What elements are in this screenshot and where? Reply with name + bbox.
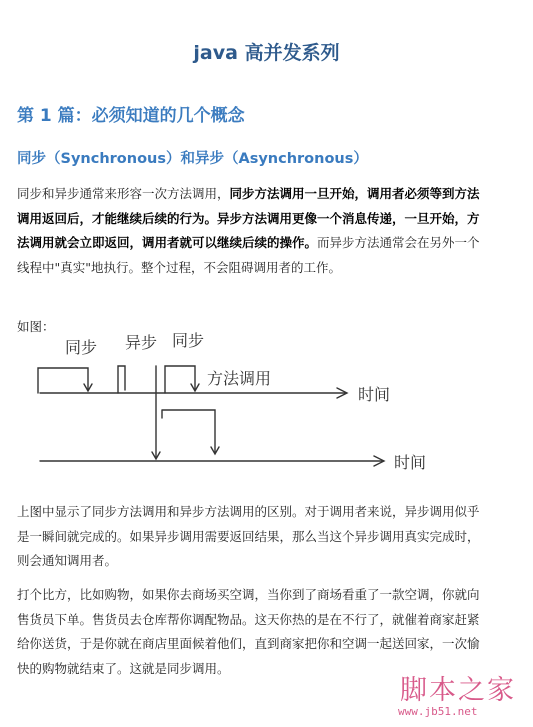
label-sync-2: 同步 (172, 331, 205, 350)
label-method-call: 方法调用 (207, 369, 272, 388)
section-heading: 同步（Synchronous）和异步（Asynchronous） (17, 151, 368, 167)
chapter-heading: 第 1 篇：必须知道的几个概念 (17, 106, 245, 126)
sync-async-diagram (0, 318, 533, 498)
label-time-2: 时间 (394, 453, 427, 472)
paragraph-definition (17, 182, 487, 280)
paragraph-figure-intro: 如图： (17, 319, 55, 334)
watermark-logo: 脚本之家 (400, 675, 516, 706)
document-title: java 高并发系列 (193, 42, 340, 64)
paragraph-example: 打个比方，比如购物，如果你去商场买空调，当你到了商场看重了一款空调，你就向售货员下单。售货员去仓库帮你调配物品。这天你热的是在不行了，就催着商家赶紧给你送货，于是你就在商店里面候着他们，直到商家把你和空调一起送回家，一次愉快的购物就结束了。这就是同步调用。 (17, 587, 480, 676)
label-time-1: 时间 (358, 385, 391, 404)
sync-block-2 (165, 366, 195, 393)
paragraph-bold-text: 同步方法调用一旦开始，调用者必须等到方法调用返回后，才能继续后续的行为。异步方法调用更像一个消息传递，一旦开始，方法调用就会立即返回，调用者就可以继续后续的操作。 (17, 186, 480, 250)
sync-block-1 (38, 368, 88, 393)
label-sync: 同步 (65, 338, 98, 357)
paragraph-explanation: 上图中显示了同步方法调用和异步方法调用的区别。对于调用者来说，异步调用似乎是一瞬间就完成的。如果异步调用需要返回结果，那么当这个异步调用真实完成时，则会通知调用者。 (17, 504, 480, 568)
paragraph-text: 同步和异步通常来形容一次方法调用， (17, 186, 230, 201)
watermark-url: www.jb51.net (398, 705, 478, 718)
async-thread-block (162, 410, 215, 453)
async-block (118, 366, 125, 393)
paragraph-text: 而异步方法通常会在另外一个线程中"真实"地执行。整个过程，不会阻碍调用者的工作。 (17, 235, 480, 275)
label-async: 异步 (125, 333, 158, 352)
